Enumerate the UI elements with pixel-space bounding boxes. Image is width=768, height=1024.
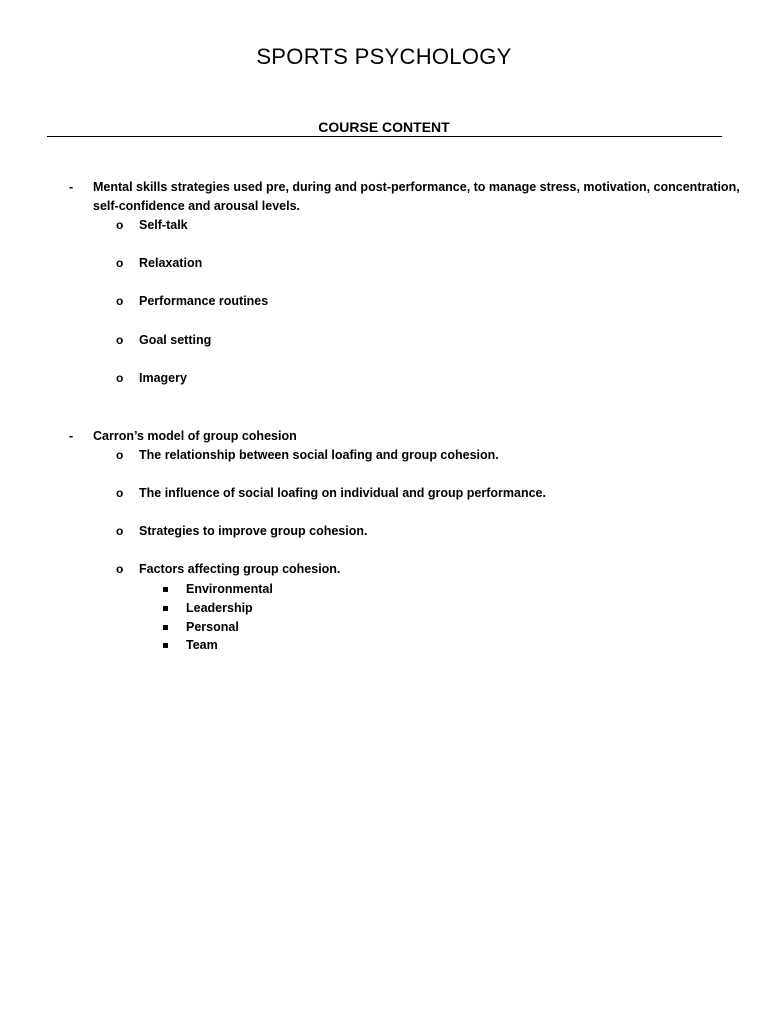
sub-bullet: o bbox=[116, 371, 124, 385]
sub-bullet: o bbox=[116, 448, 124, 462]
list-item: Imagery bbox=[139, 371, 187, 385]
list-item: Performance routines bbox=[139, 294, 269, 308]
list-item: Goal setting bbox=[139, 333, 212, 347]
nested-list-item: Environmental bbox=[186, 582, 273, 596]
list-item: Self-talk bbox=[139, 218, 188, 232]
sub-bullet: o bbox=[116, 562, 124, 576]
document-title: SPORTS PSYCHOLOGY bbox=[256, 44, 512, 69]
sub-bullet: o bbox=[116, 333, 124, 347]
list-dash-bullet: - bbox=[69, 180, 74, 194]
square-bullet-icon bbox=[163, 587, 168, 592]
square-bullet-icon bbox=[163, 625, 168, 630]
list-item: Factors affecting group cohesion. bbox=[139, 562, 341, 576]
list-item: The relationship between social loafing and group cohesion. bbox=[139, 448, 499, 462]
section-text: Carron’s model of group cohesion bbox=[93, 429, 297, 443]
list-item: The influence of social loafing on individual and group performance. bbox=[139, 486, 546, 500]
list-item: Relaxation bbox=[139, 256, 203, 270]
list-dash-bullet: - bbox=[69, 429, 74, 443]
section-text: Mental skills strategies used pre, during and post-performance, to manage stress, motivation, concentration, bbox=[93, 180, 740, 194]
heading-divider bbox=[47, 136, 722, 137]
nested-list-item: Team bbox=[186, 638, 218, 652]
square-bullet-icon bbox=[163, 643, 168, 648]
nested-list-item: Personal bbox=[186, 620, 239, 634]
sub-bullet: o bbox=[116, 294, 124, 308]
section-heading: COURSE CONTENT bbox=[318, 119, 450, 135]
sub-bullet: o bbox=[116, 256, 124, 270]
nested-list-item: Leadership bbox=[186, 601, 253, 615]
section-text-continued: self-confidence and arousal levels. bbox=[93, 199, 301, 213]
sub-bullet: o bbox=[116, 524, 124, 538]
list-item: Strategies to improve group cohesion. bbox=[139, 524, 368, 538]
sub-bullet: o bbox=[116, 486, 124, 500]
square-bullet-icon bbox=[163, 606, 168, 611]
sub-bullet: o bbox=[116, 218, 124, 232]
